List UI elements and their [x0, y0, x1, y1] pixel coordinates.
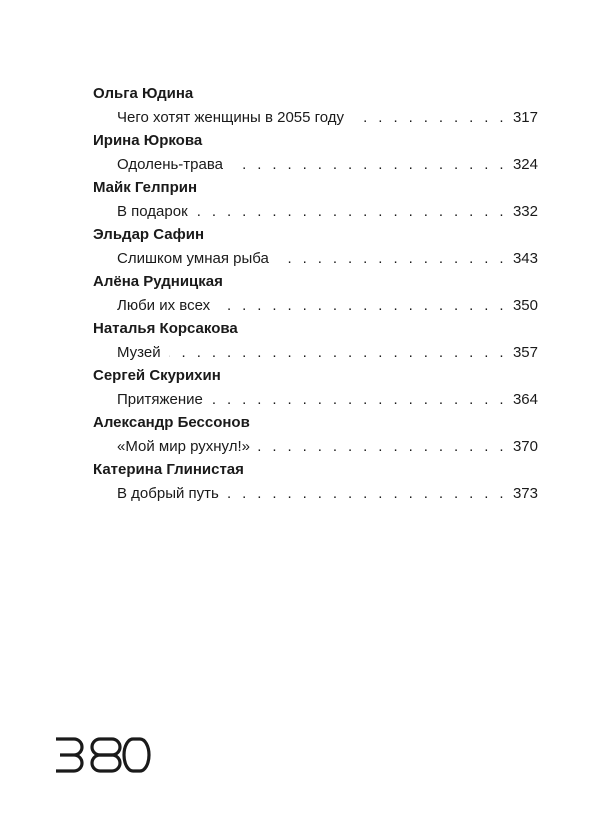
toc-author: Ольга Юдина	[93, 85, 194, 102]
toc-work-title: Чего хотят женщины в 2055 году	[117, 108, 345, 126]
toc-work-line	[93, 153, 538, 177]
toc-work-title: В подарок	[117, 202, 188, 220]
toc-work-line	[93, 341, 538, 365]
dot-leader	[169, 341, 507, 365]
table-of-contents	[93, 82, 538, 505]
toc-entry	[93, 317, 538, 364]
toc-work-title: Одолень-трава	[117, 155, 223, 173]
toc-author: Наталья Корсакова	[93, 320, 238, 337]
toc-work-title: Слишком умная рыба	[117, 249, 269, 267]
toc-work-title: Притяжение	[117, 390, 203, 408]
toc-page-number: 364	[512, 390, 538, 408]
toc-author: Катерина Глинистая	[93, 461, 244, 478]
toc-page-number: 317	[512, 108, 538, 126]
dot-leader	[231, 153, 507, 177]
dot-leader	[227, 482, 507, 506]
toc-work-line	[93, 247, 538, 271]
dot-leader	[258, 435, 507, 459]
toc-entry	[93, 458, 538, 505]
folio-graphic	[54, 736, 152, 774]
toc-page-number: 350	[512, 296, 538, 314]
toc-work-line	[93, 200, 538, 224]
toc-work-line	[93, 388, 538, 412]
toc-entry	[93, 176, 538, 223]
toc-entry	[93, 411, 538, 458]
folio-digit-zero	[124, 739, 149, 771]
dot-leader	[211, 388, 507, 412]
toc-entry	[93, 364, 538, 411]
toc-work-line	[93, 482, 538, 506]
toc-entry	[93, 129, 538, 176]
toc-work-line	[93, 106, 538, 130]
folio-digit-eight-bottom	[92, 755, 120, 771]
toc-author: Майк Гелприн	[93, 179, 198, 196]
toc-author: Александр Бессонов	[93, 414, 250, 431]
toc-work-line	[93, 294, 538, 318]
toc-page-number: 357	[512, 343, 538, 361]
toc-work-title: «Мой мир рухнул!»	[117, 437, 250, 455]
toc-entry	[93, 223, 538, 270]
toc-work-title: Музей	[117, 343, 161, 361]
toc-page-number: 370	[512, 437, 538, 455]
toc-work-title: В добрый путь	[117, 484, 219, 502]
dot-leader	[218, 294, 507, 318]
dot-leader	[352, 106, 507, 130]
toc-page-number: 343	[512, 249, 538, 267]
toc-work-title: Люби их всех	[117, 296, 211, 314]
toc-work-line	[93, 435, 538, 459]
folio-digit-eight-top	[92, 739, 120, 755]
dot-leader	[277, 247, 507, 271]
dot-leader	[196, 200, 507, 224]
toc-author: Эльдар Сафин	[93, 226, 205, 243]
folio-digit-three	[56, 739, 82, 771]
toc-page-number: 332	[512, 202, 538, 220]
toc-entry	[93, 82, 538, 129]
toc-author: Алёна Рудницкая	[93, 273, 223, 290]
toc-author: Сергей Скурихин	[93, 367, 221, 384]
toc-author: Ирина Юркова	[93, 132, 203, 149]
toc-entry	[93, 270, 538, 317]
toc-page-number: 324	[512, 155, 538, 173]
page-number-folio	[54, 736, 152, 774]
toc-page-number: 373	[512, 484, 538, 502]
